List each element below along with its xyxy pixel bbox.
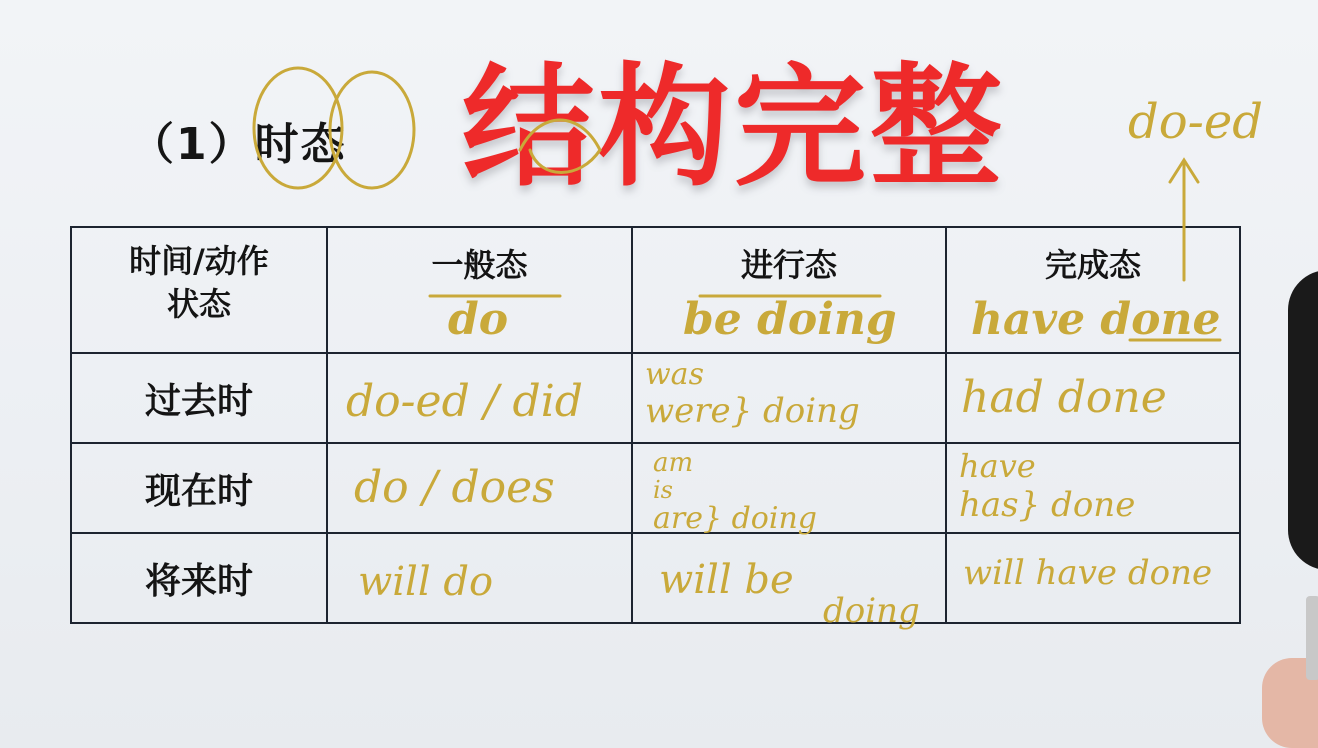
column-header-label: 进行态 <box>740 246 837 284</box>
handwritten-note: do-ed / did <box>346 376 583 427</box>
handwritten-note: is <box>653 476 673 504</box>
row-label-present: 现在时 <box>71 443 327 533</box>
cell-future-simple <box>327 533 632 623</box>
cell-present-progressive <box>632 443 946 536</box>
handwritten-note: are} doing <box>653 501 817 536</box>
table-row <box>71 353 1240 443</box>
corner-header: 时间/动作 状态 <box>71 227 327 353</box>
handwritten-note: had done <box>961 372 1167 423</box>
cell-past-progressive <box>632 353 946 443</box>
cell-present-perfect <box>946 443 1240 533</box>
arrow-head <box>1170 160 1198 182</box>
cell-past-perfect <box>946 353 1240 443</box>
cell-present-simple <box>327 443 632 533</box>
handwritten-note: will do <box>358 559 494 605</box>
handwritten-note: doing <box>823 591 920 631</box>
table-row <box>71 443 1240 533</box>
handwritten-note: have <box>959 447 1036 485</box>
main-title: 结构完整 <box>462 51 1006 205</box>
note-do-ed: do-ed <box>1128 94 1263 150</box>
handwritten-note: will have done <box>963 553 1213 593</box>
cell-past-simple <box>327 353 632 443</box>
cell-future-perfect <box>946 533 1240 623</box>
table-header-row <box>71 227 1240 353</box>
row-label-future: 将来时 <box>71 533 327 623</box>
column-header-simple <box>327 227 632 353</box>
handwritten-note: has} done <box>959 485 1136 525</box>
column-header-label: 完成态 <box>1044 246 1141 284</box>
handwritten-note: have done <box>971 294 1221 345</box>
cell-future-progressive <box>632 533 946 631</box>
handwritten-note: was <box>645 357 704 392</box>
handwritten-note: be doing <box>683 294 897 345</box>
handwritten-note: am <box>653 448 694 478</box>
tense-table <box>70 226 1241 631</box>
handwritten-note: do / does <box>354 462 555 513</box>
handwritten-note: were} doing <box>645 391 860 431</box>
section-heading: （1）时态 <box>130 119 347 170</box>
presenter-silhouette <box>1288 270 1318 570</box>
handwritten-note: will be <box>659 557 794 603</box>
column-header-progressive <box>632 227 946 353</box>
row-label-past: 过去时 <box>71 353 327 443</box>
table-row <box>71 533 1240 623</box>
column-header-perfect <box>946 227 1240 353</box>
marker-pen <box>1306 596 1318 680</box>
handwritten-note: do <box>448 294 509 345</box>
column-header-label: 一般态 <box>431 246 528 284</box>
